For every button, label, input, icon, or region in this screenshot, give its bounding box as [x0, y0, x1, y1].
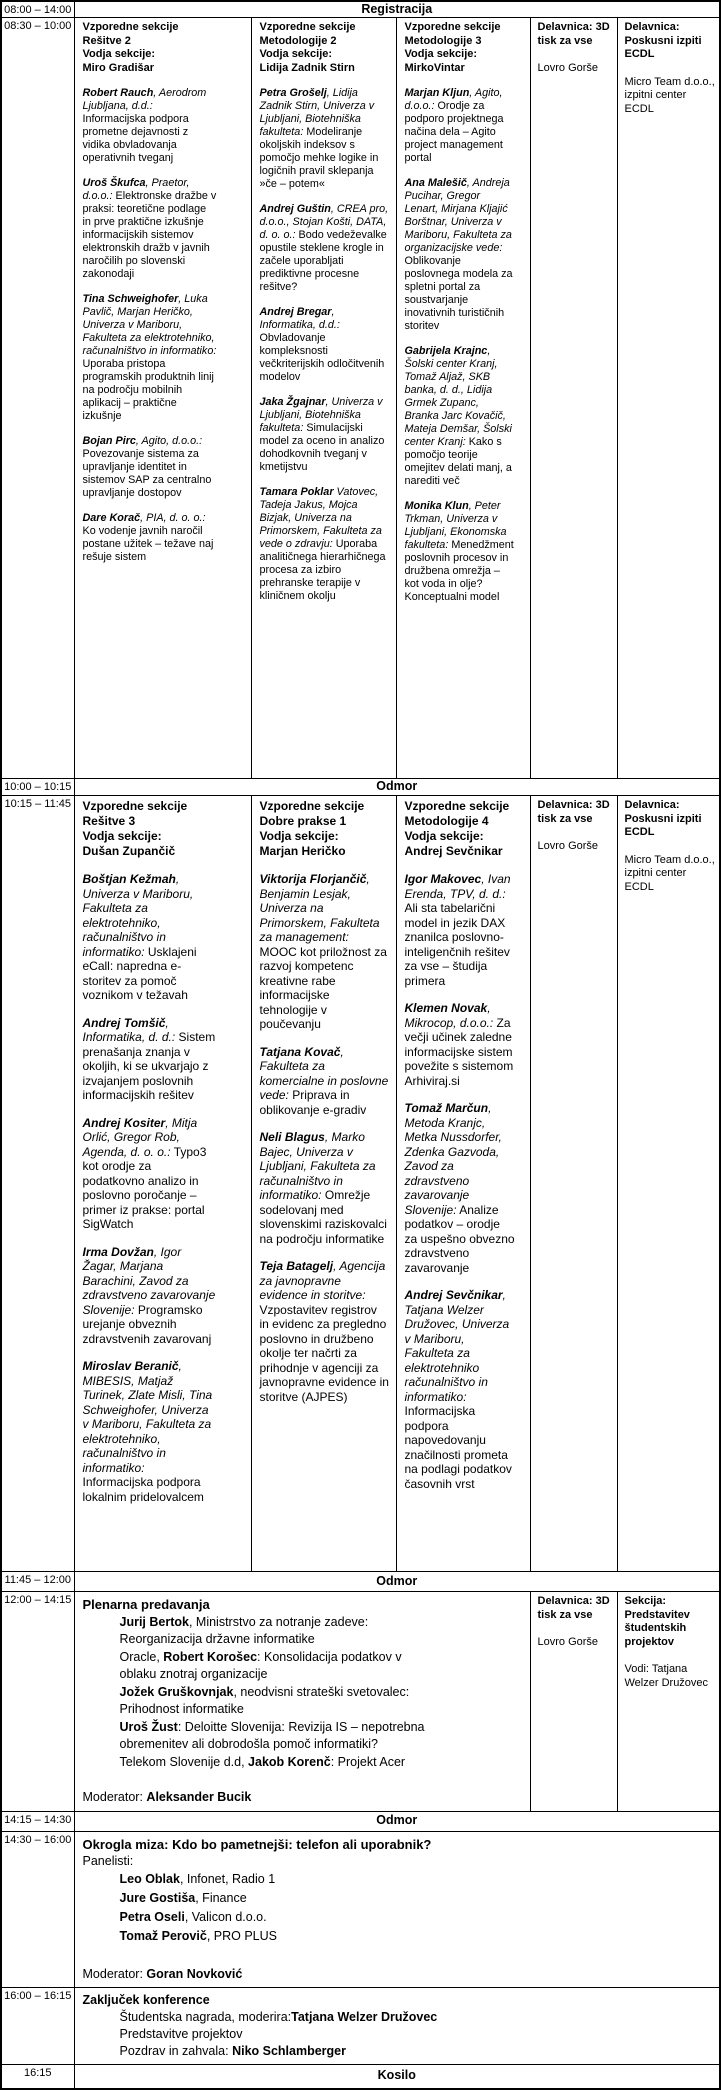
row-late-morning-sessions: [1, 796, 720, 1572]
speaker-name: Andrej Guštin: [259, 203, 331, 215]
talk-entry: [83, 1116, 217, 1232]
talk-title: Vzpostavitev registrov in evidenc za pregledno poslovno in družbeno okolje ter načrti za prihodnje v agenciji za javnopravne evidence in storitve (AJPES): [259, 1302, 389, 1404]
break-label: Odmor: [74, 1572, 720, 1592]
talk-title: Uporaba pristopa programskih produktnih linij na področju mobilnih aplikacij – praktične izkušnje: [82, 358, 214, 422]
speaker-affiliation: , Šolski center Kranj, Tomaž Aljaž, SKB banka, d. d., Lidija Grmek Zupanc, Branka Jarc Kovačič, Mateja Demšar, Šolski center Kranj:: [404, 345, 512, 448]
session-header: [260, 21, 390, 75]
student-section: [617, 1592, 720, 1812]
speaker-name: Robert Rauch: [82, 87, 154, 99]
moderator-label: Moderator:: [82, 1966, 147, 1981]
session-header-line: Rešitve 2: [82, 34, 131, 47]
round-table-title: Okrogla miza: Kdo bo pametnejši: telefon ali uporabnik?: [82, 1836, 432, 1852]
speaker-affiliation: , CREA pro, d.o.o., Stojan Košti, DATA, d. o. o.:: [259, 203, 389, 241]
talk-entry: [405, 345, 516, 488]
talk-title: Typo3 kot orodje za podatkovno analizo in poslovno poročanje – primer iz prakse: portal SigWatch: [82, 1144, 207, 1231]
speaker-name: Andrej Kositer: [82, 1115, 166, 1130]
panelist-affiliation: , PRO PLUS: [206, 1928, 277, 1943]
speaker-affiliation: , Tatjana Welzer Družovec, Univerza v Mariboru, Fakulteta za elektrotehniko računalništvo in informatiko:: [404, 1288, 510, 1404]
panelist-affiliation: , Valicon d.o.o.: [184, 1909, 267, 1924]
talk-title: Simulacijski model za oceno in analizo dohodkovnih tveganj v kmetijstvu: [259, 422, 385, 473]
plenary-pre: Telekom Slovenije d.d,: [119, 1754, 249, 1769]
talk-entry: [405, 500, 516, 604]
speaker-affiliation: , Luka Pavlič, Marjan Heričko, Univerza v Mariboru, Fakulteta za elektrotehniko, računalništvo in informatiko:: [82, 293, 217, 357]
workshop-title: Delavnica: 3D tisk za vse: [537, 799, 610, 825]
talk-entry: [83, 435, 217, 500]
speaker-affiliation: , Aerodrom Ljubljana, d.d.:: [82, 87, 207, 112]
speaker-affiliation: , Agencija za javnopravne evidence in storitve:: [259, 1259, 386, 1302]
session-header-line: Miro Gradišar: [82, 61, 155, 74]
session-header-line: Vzporedne sekcije: [404, 21, 501, 33]
talk-title: Oblikovanje poslovnega modela za spletni portal za soustvarjanje inovativnih turističnih storitev: [404, 255, 513, 332]
break-label: Odmor: [74, 1811, 720, 1831]
session-header-line: Vodja sekcije:: [82, 829, 162, 843]
session-header-line: Vzporedne sekcije: [259, 21, 356, 33]
time-cell: 08:00 – 14:00: [1, 1, 74, 18]
lunch-label: Kosilo: [74, 2064, 720, 2089]
row-lunch: [1, 2064, 720, 2089]
speaker-name: Teja Batagelj: [259, 1259, 334, 1273]
plenary-talk: [120, 1754, 425, 1772]
row-break-3: [1, 1811, 720, 1831]
session-metodologije-3: [396, 18, 530, 779]
session-header: [83, 21, 217, 75]
session-resitve-3: [74, 796, 251, 1572]
speaker-name: Dare Korač: [82, 512, 141, 524]
speaker-name: Tamara Poklar: [259, 486, 334, 498]
talk-entry: [83, 512, 217, 564]
session-header-line: Marjan Heričko: [259, 844, 346, 858]
time-cell: 10:15 – 11:45: [1, 796, 74, 1572]
speaker-name: Tatjana Kovač: [259, 1044, 341, 1059]
plenary-speaker: Uroš Žust: [119, 1719, 178, 1734]
speaker-affiliation: , Univerza v Mariboru, Fakulteta za elektrotehniko, računalništvo in informatiko:: [82, 872, 194, 959]
panelist-affiliation: , Finance: [195, 1890, 247, 1905]
panelists-label: Panelisti:: [82, 1853, 134, 1868]
plenary-talk-title: , neodvisni strateški svetovalec: Prihodnost informatike: [119, 1684, 410, 1716]
closing-line: [120, 2043, 712, 2060]
talk-title: Ko vodenje javnih naročil postane užitek – težave naj rešuje sistem: [82, 525, 214, 563]
panelist-affiliation: , Infonet, Radio 1: [179, 1871, 276, 1886]
talk-title: Priprava in oblikovanje e-gradiv: [259, 1088, 367, 1117]
panelist-name: Jure Gostiša: [119, 1890, 196, 1905]
talk-entry: [83, 177, 217, 281]
workshop-title: Delavnica: 3D tisk za vse: [537, 1595, 610, 1621]
talk-title: Elektronske dražbe v praksi: teoretične podlage in prve praktične izkušnje informacijskih sistemov elektronskih dražb v javnih naročilih po slovenski zakonodaji: [82, 190, 217, 280]
panelist-name: Petra Oseli: [119, 1909, 185, 1924]
speaker-name: Miroslav Beranič: [82, 1359, 179, 1373]
section-title: Sekcija: Predstavitev študentskih projektov: [624, 1595, 690, 1648]
closing-line: [120, 2009, 712, 2026]
speaker-affiliation: , PIA, d. o. o.:: [140, 512, 206, 524]
session-header-line: MirkoVintar: [404, 61, 465, 74]
plenary-talk-title: : Projekt Acer: [330, 1754, 406, 1769]
plenary-talk: [120, 1719, 425, 1754]
talk-entry: [260, 486, 390, 603]
speaker-affiliation: , MIBESIS, Matjaž Turinek, Zlate Misli, Tina Schweighofer, Univerza v Mariboru, Fakulteta za elektrotehniko, računalništvo in informatiko:: [82, 1359, 213, 1475]
speaker-affiliation: , Agito, d.o.o.:: [404, 87, 503, 112]
moderator-name: Aleksander Bucik: [146, 1790, 252, 1804]
speaker-affiliation: , Fakulteta za komercialne in poslovne vede:: [259, 1044, 389, 1102]
plenary-moderator: [83, 1789, 522, 1807]
session-header-line: Lidija Zadnik Stirn: [259, 61, 355, 74]
talk-entry: [260, 1045, 390, 1118]
talk-entry: [405, 177, 516, 333]
closing-person: Tatjana Welzer Družovec: [291, 2009, 438, 2024]
speaker-affiliation: , Peter Trkman, Univerza v Ljubljani, Ekonomska fakulteta:: [404, 500, 507, 551]
talk-title: Informacijska podpora prometne dejavnosti z vidika obvladovanja operativnih tveganj: [82, 113, 189, 164]
talk-entry: [83, 1245, 217, 1347]
plenary-talk-title: : Deloitte Slovenija: Revizija IS – nepotrebna obremenitev ali dobrodošla pomoč informatiki?: [119, 1719, 425, 1751]
speaker-name: Tomaž Marčun: [404, 1101, 489, 1115]
session-header-line: Metodologije 3: [404, 34, 482, 47]
talk-title: Omrežje sodelovanj med slovenskimi raziskovalci na področju informatike: [259, 1188, 387, 1246]
plenary-talk-title: , Ministrstvo za notranje zadeve: Reorganizacija državne informatike: [119, 1614, 369, 1646]
speaker-name: Bojan Pirc: [82, 435, 136, 447]
talk-title: Obvladovanje kompleksnosti večkriterijskih odločitvenih modelov: [259, 332, 385, 383]
talk-entry: [83, 87, 217, 165]
speaker-name: Petra Grošelj: [259, 87, 327, 99]
speaker-affiliation: , Praetor, d.o.o.:: [82, 177, 190, 202]
talk-title: Orodje za podporo projektnega načina dela – Agito project management portal: [404, 100, 504, 164]
talk-list: [260, 872, 390, 1404]
speaker-affiliation: Vatovec, Tadeja Jakus, Mojca Bizjak, Univerza na Primorskem, Fakulteta za vede o zdravju:: [259, 486, 382, 550]
talk-list: [83, 872, 217, 1504]
talk-title: Menedžment poslovnih procesov in družbena omrežja – kot voda in olje? Konceptualni model: [404, 539, 514, 603]
time-cell: 14:30 – 16:00: [1, 1831, 74, 1987]
panelist-name: Tomaž Perovič: [119, 1928, 207, 1943]
row-round-table: [1, 1831, 720, 1987]
panelist: [120, 1889, 712, 1908]
time-cell: 12:00 – 14:15: [1, 1592, 74, 1812]
talk-title: Kako s pomočjo teorije omejitev delati manj, a narediti več: [404, 436, 512, 487]
session-dobre-prakse-1: [251, 796, 396, 1572]
panelist-list: [120, 1870, 712, 1946]
workshop-title: Delavnica: Poskusni izpiti ECDL: [624, 799, 702, 838]
closing-text: Pozdrav in zahvala:: [119, 2043, 233, 2058]
closing-cell: [74, 1987, 720, 2064]
talk-entry: [405, 87, 516, 165]
plenary-speaker: Robert Korošec: [163, 1649, 258, 1664]
speaker-name: Tina Schweighofer: [82, 293, 179, 305]
time-cell: 14:15 – 14:30: [1, 1811, 74, 1831]
talk-list: [83, 87, 217, 564]
speaker-affiliation: , Benjamin Lesjak, Univerza na Primorskem, Fakulteta za management:: [259, 872, 380, 944]
break-label: Odmor: [74, 779, 720, 796]
speaker-name: Gabrijela Krajnc: [404, 345, 488, 357]
talk-title: Informacijska podpora lokalnim pridelovalcem: [82, 1475, 204, 1504]
session-header: [405, 21, 516, 75]
closing-text: Predstavitve projektov: [119, 2026, 243, 2041]
session-header-line: Vodja sekcije:: [404, 829, 484, 843]
closing-title: Zaključek konference: [82, 1992, 210, 2007]
plenary-talk: [120, 1649, 425, 1684]
speaker-name: Andrej Sevčnikar: [404, 1288, 503, 1302]
session-header-line: Vzporedne sekcije: [82, 21, 179, 33]
speaker-affiliation: , Agito, d.o.o.:: [135, 435, 203, 447]
time-cell: 16:00 – 16:15: [1, 1987, 74, 2064]
time-cell: 10:00 – 10:15: [1, 779, 74, 796]
workshop-presenter: Micro Team d.o.o., izpitni center ECDL: [624, 853, 715, 893]
speaker-name: Andrej Bregar: [259, 306, 332, 318]
speaker-affiliation: , Metoda Kranjc, Metka Nussdorfer, Zdenka Gazvoda, Zavod za zdravstveno zavarovanje Slovenije:: [404, 1101, 502, 1217]
speaker-affiliation: , Mikrocop, d.o.o.:: [404, 1001, 494, 1030]
talk-entry: [260, 1259, 390, 1404]
talk-title: Ali sta tabelarični model in jezik DAX znanilca poslovno-inteligenčnih rešitev za vse – študija primera: [404, 901, 510, 988]
closing-text: Študentska nagrada, moderira:: [119, 2009, 292, 2024]
plenary-talk-title: : Konsolidacija podatkov v oblaku znotraj organizacije: [119, 1649, 402, 1681]
speaker-affiliation: , Univerza v Ljubljani, Biotehniška fakulteta:: [259, 396, 383, 434]
talk-list: [405, 87, 516, 604]
talk-title: Povezovanje sistema za upravljanje identitet in sistemov SAP za centralno upravljanje dostopov: [82, 448, 212, 499]
speaker-name: Irma Dovžan: [82, 1244, 154, 1259]
plenary-talk: [120, 1614, 425, 1649]
time-cell: 08:30 – 10:00: [1, 18, 74, 779]
talk-title: Modeliranje okoljskih indeksov s pomočjo mehke logike in logičnih pravil sklepanja »če – potem«: [259, 126, 379, 190]
closing-person: Niko Schlamberger: [232, 2043, 346, 2058]
plenary-speaker: Jurij Bertok: [119, 1614, 189, 1629]
round-table-moderator: [83, 1966, 712, 1983]
talk-entry: [83, 1016, 217, 1103]
session-metodologije-4: [396, 796, 530, 1572]
talk-entry: [260, 1130, 390, 1246]
session-header-line: Metodologije 4: [404, 814, 489, 828]
row-registration: [1, 1, 720, 18]
speaker-name: Klemen Novak: [404, 1001, 488, 1015]
registration-label: Registracija: [74, 1, 720, 18]
session-metodologije-2: [251, 18, 396, 779]
talk-entry: [260, 872, 390, 1032]
speaker-name: Viktorija Florjančič: [259, 872, 367, 886]
session-header-line: Dobre prakse 1: [259, 814, 347, 828]
session-header-line: Rešitve 3: [82, 814, 136, 828]
speaker-name: Boštjan Kežmah: [82, 872, 176, 886]
closing-line: [120, 2026, 712, 2043]
workshop-presenter: Lovro Gorše: [537, 840, 599, 852]
panelist-name: Leo Oblak: [119, 1871, 180, 1886]
row-break-2: [1, 1572, 720, 1592]
session-header-line: Andrej Sevčnikar: [404, 844, 503, 858]
panelist: [120, 1870, 712, 1889]
talk-entry: [83, 293, 217, 423]
plenary-talk: [120, 1684, 425, 1719]
talk-title: Analize podatkov – orodje za uspešno obvezno zdravstveno zavarovanje: [404, 1202, 515, 1275]
time-cell: 11:45 – 12:00: [1, 1572, 74, 1592]
moderator-label: Moderator:: [82, 1790, 147, 1804]
talk-entry: [83, 872, 217, 1003]
workshop-presenter: Lovro Gorše: [537, 1636, 599, 1648]
talk-entry: [405, 1101, 516, 1275]
workshop-3d-print: [530, 1592, 617, 1812]
session-header-line: Vzporedne sekcije: [82, 799, 188, 813]
speaker-affiliation: , Mitja Orlić, Gregor Rob, Agenda, d. o. o.:: [82, 1115, 198, 1159]
talk-title: Programsko urejanje obveznih zdravstvenih zavarovanj: [82, 1302, 212, 1346]
session-header-line: Vodja sekcije:: [82, 48, 156, 60]
talk-entry: [260, 87, 390, 191]
talk-entry: [260, 396, 390, 474]
row-morning-sessions: [1, 18, 720, 779]
session-header: [83, 799, 217, 859]
row-break-1: [1, 779, 720, 796]
plenary-title: Plenarna predavanja: [82, 1597, 210, 1612]
workshop-presenter: Micro Team d.o.o., izpitni center ECDL: [624, 75, 715, 115]
session-header-line: Metodologije 2: [259, 34, 337, 47]
talk-title: Sistem prenašanja znanja v okoljih, ki se ukvarjajo z izvajanjem poslovnih informacijskih rešitev: [82, 1030, 216, 1102]
talk-list: [260, 87, 390, 603]
panelist: [120, 1927, 712, 1946]
plenary-cell: [74, 1592, 530, 1812]
workshop-presenter: Lovro Gorše: [537, 62, 599, 74]
plenary-speaker: Jožek Gruškovnjak: [119, 1684, 234, 1699]
session-header-line: Vodja sekcije:: [259, 829, 339, 843]
speaker-name: Uroš Škufca: [82, 177, 146, 189]
session-header-line: Vodja sekcije:: [404, 48, 478, 60]
plenary-pre: Oracle,: [119, 1649, 164, 1664]
closing-lines: [120, 2009, 712, 2060]
section-leader: Vodi: Tatjana Welzer Družovec: [624, 1663, 709, 1689]
speaker-name: Andrej Tomšič: [82, 1015, 166, 1030]
talk-entry: [83, 1359, 217, 1504]
speaker-name: Marjan Kljun: [404, 87, 470, 99]
talk-title: Bodo vedeževalke opustile steklene krogle in začele uporabljati prediktivne procesne rešitve?: [259, 229, 387, 293]
speaker-affiliation: , Lidija Zadnik Stirn, Univerza v Ljubljani, Biotehniška fakulteta:: [259, 87, 375, 138]
talk-title: Uporaba analitičnega hierarhičnega procesa za izbiro prehranske terapije v kliničnem okolju: [259, 538, 386, 602]
talk-entry: [405, 1001, 516, 1088]
talk-title: Za večji učinek zaledne informacijske sistem povežite s sistemom Arhiviraj.si: [404, 1015, 514, 1088]
talk-entry: [260, 306, 390, 384]
talk-title: Usklajeni eCall: napredna e-storitev za pomoč voznikom v težavah: [82, 944, 197, 1002]
speaker-name: Monika Klun: [404, 500, 469, 512]
speaker-affiliation: , Informatika, d.d.:: [259, 306, 340, 331]
talk-entry: [260, 203, 390, 294]
speaker-affiliation: , Informatika, d. d.:: [82, 1015, 176, 1044]
session-header: [260, 799, 390, 859]
speaker-name: Jaka Žgajnar: [259, 396, 326, 408]
talk-entry: [405, 872, 516, 988]
moderator-name: Goran Novković: [146, 1966, 243, 1981]
speaker-name: Ana Malešič: [404, 177, 467, 189]
speaker-affiliation: , Marko Bajec, Univerza v Ljubljani, Fakulteta za računalništvo in informatiko:: [259, 1130, 376, 1202]
talk-title: Informacijska podpora napovedovanju značilnosti prometa na podlagi podatkov časovnih vrst: [404, 1404, 512, 1491]
speaker-affiliation: , Ivan Erenda, TPV, d. d.:: [404, 872, 511, 901]
time-cell: 16:15: [1, 2064, 74, 2089]
row-closing: [1, 1987, 720, 2064]
talk-list: [405, 872, 516, 1491]
workshop-title: Delavnica: 3D tisk za vse: [537, 21, 610, 47]
plenary-speaker: Jakob Korenč: [248, 1754, 331, 1769]
session-header: [405, 799, 516, 859]
speaker-name: Igor Makovec: [404, 872, 482, 886]
session-header-line: Vodja sekcije:: [259, 48, 333, 60]
workshop-3d-print: [530, 796, 617, 1572]
row-plenary: [1, 1592, 720, 1812]
speaker-affiliation: , Igor Žagar, Marjana Barachini, Zavod za zdravstveno zavarovanje Slovenije:: [82, 1244, 216, 1317]
session-resitve-2: [74, 18, 251, 779]
talk-title: MOOC kot priložnost za razvoj kompetenc kreativne rabe informacijske tehnologije v poučevanju: [259, 944, 387, 1031]
workshop-ecdl: [617, 796, 720, 1572]
panelist: [120, 1908, 712, 1927]
plenary-talk-list: [120, 1614, 425, 1772]
session-header-line: Vzporedne sekcije: [404, 799, 510, 813]
session-header-line: Dušan Zupančič: [82, 844, 176, 858]
workshop-title: Delavnica: Poskusni izpiti ECDL: [624, 21, 702, 60]
talk-entry: [405, 1288, 516, 1491]
speaker-affiliation: , Andreja Pucihar, Gregor Lenart, Mirjana Kljajić Borštnar, Univerza v Mariboru, Fakulteta za organizacijske vede:: [404, 177, 512, 254]
round-table-cell: [74, 1831, 720, 1987]
speaker-name: Neli Blagus: [259, 1130, 325, 1144]
workshop-3d-print: [530, 18, 617, 779]
workshop-ecdl: [617, 18, 720, 779]
session-header-line: Vzporedne sekcije: [259, 799, 365, 813]
